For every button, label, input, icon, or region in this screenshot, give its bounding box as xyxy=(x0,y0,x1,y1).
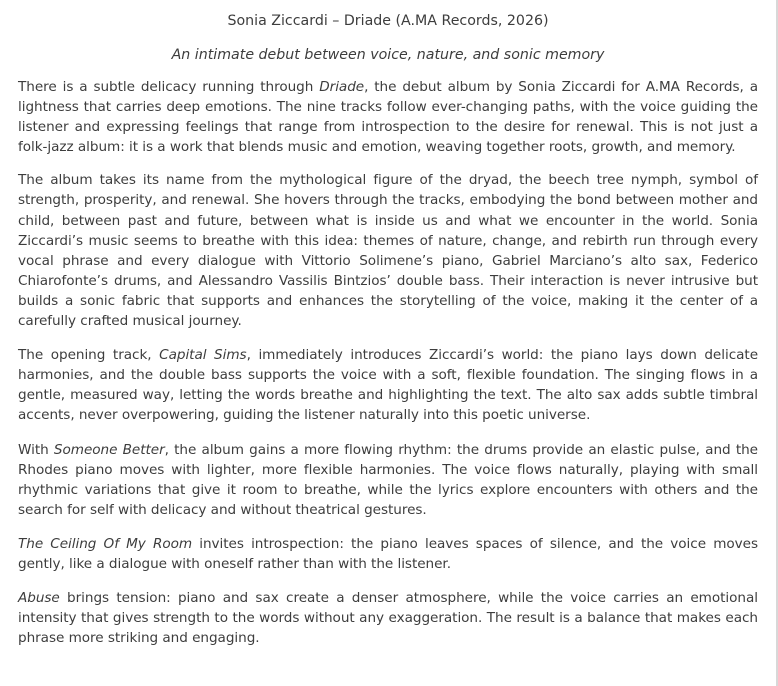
album-title-emphasis: Driade xyxy=(319,79,365,95)
paragraph-text: invites introspection: the piano leaves spaces of silence, and the voice moves gently, like a dialogue with oneself rather than with the listener. xyxy=(18,535,758,572)
paragraph-text: The album takes its name from the mythological figure of the dryad, the beech tree nymph, symbol of strength, prosperity, and renewal. She hovers through the tracks, embodying the bond between mother and child, between past and future, between what is inside us and what we encounter in the world. Sonia Ziccardi’s music seems to breathe with this idea: themes of nature, change, and rebirth run through every vocal phrase and every dialogue with Vittorio Solimene’s piano, Gabriel Marciano’s alto sax, Federico Chiarofonte’s drums, and Alessandro Vassilis Bintzios’ double bass. Their interaction is never intrusive but builds a sonic fabric that supports and enhances the storytelling of the voice, making it the center of a carefully crafted musical journey. xyxy=(18,172,758,330)
paragraph-someone-better xyxy=(18,440,758,520)
paragraph-text: There is a subtle delicacy running through xyxy=(18,79,320,95)
paragraph-capital-sims xyxy=(18,345,758,425)
article-title: Sonia Ziccardi – Driade (A.MA Records, 2026) xyxy=(227,13,549,29)
paragraph-text: With xyxy=(18,441,54,458)
paragraph-intro xyxy=(18,77,758,157)
track-title-emphasis: Abuse xyxy=(18,590,60,607)
article-subtitle: An intimate debut between voice, nature, and sonic memory xyxy=(171,47,605,63)
paragraph-text: The opening track, xyxy=(18,347,160,364)
track-title-emphasis: Capital Sims xyxy=(159,347,247,364)
track-title-emphasis: Someone Better xyxy=(53,441,165,458)
paragraph-dryad xyxy=(18,170,758,331)
track-title-emphasis: The Ceiling Of My Room xyxy=(18,535,193,552)
paragraph-text: , the debut album by Sonia Ziccardi for A.MA Records, a lightness that carries deep emotions. The nine tracks follow ever-changing paths, with the voice guiding the listener and expressing feelings that range from introspection to the desire for renewal. This is not just a folk-jazz album: it is a work that blends music and emotion, weaving together roots, growth, and memory. xyxy=(18,79,758,156)
paragraph-text: , immediately introduces Ziccardi’s world: the piano lays down delicate harmonies, and the double bass supports the voice with a soft, flexible foundation. The singing flows in a gentle, measured way, letting the words breathe and highlighting the text. The alto sax adds subtle timbral accents, never overpowering, guiding the listener naturally into this poetic universe. xyxy=(18,347,759,424)
paragraph-abuse xyxy=(18,588,758,648)
paragraph-text: , the album gains a more flowing rhythm: the drums provide an elastic pulse, and the Rhodes piano moves with lighter, more flexible harmonies. The voice flows naturally, playing with small rhythmic variations that give it room to breathe, while the lyrics explore encounters with others and the search for self with delicacy and without theatrical gestures. xyxy=(18,441,758,518)
article xyxy=(18,0,758,648)
paragraph-ceiling xyxy=(18,534,758,574)
paragraph-text: brings tension: piano and sax create a denser atmosphere, while the voice carries an emotional intensity that gives strength to the words without any exaggeration. The result is a balance that makes each phrase more striking and engaging. xyxy=(18,590,758,647)
